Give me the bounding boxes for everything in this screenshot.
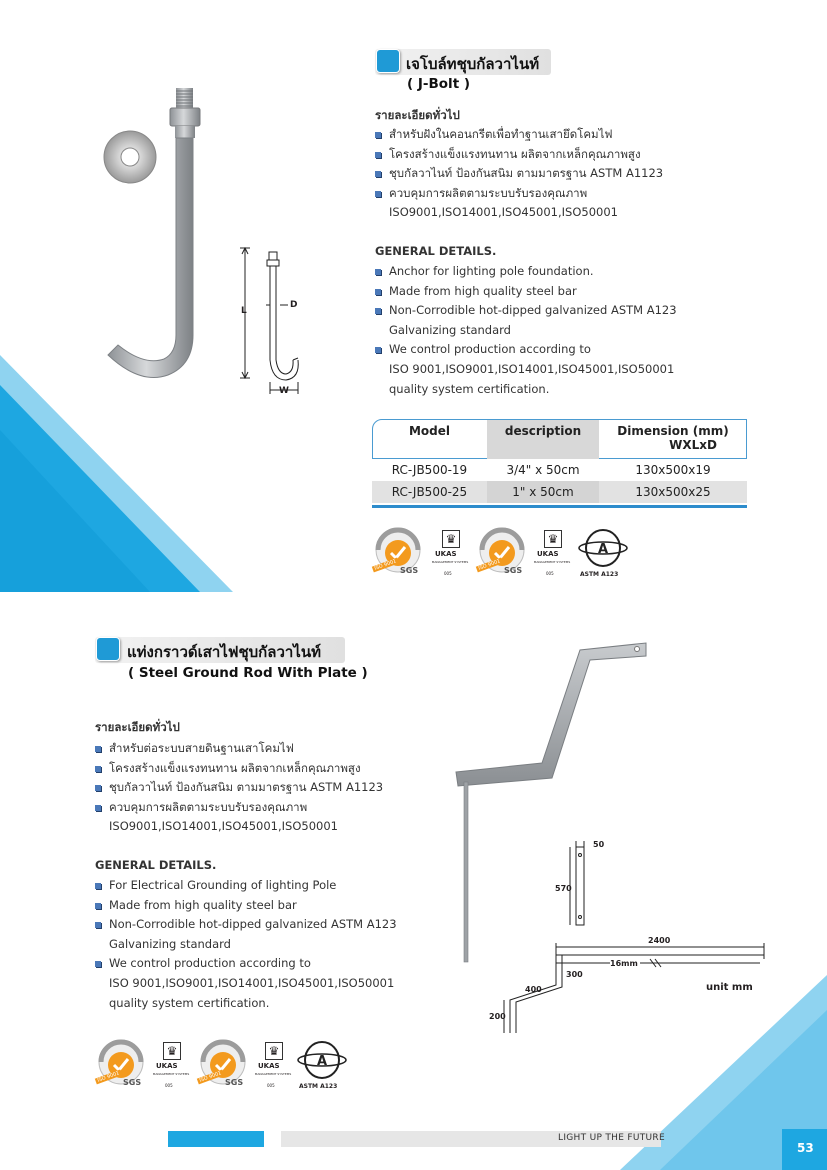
- jbolt-general-thai-heading: รายละเอียดทั่วไป: [375, 108, 460, 122]
- dim-label-570: 570: [555, 884, 572, 893]
- ukas-sub-label: MANAGEMENT SYSTEMS: [152, 1072, 190, 1076]
- sgs-label: SGS: [123, 1078, 142, 1087]
- list-item: ชุบกัลวาไนท์ ป้องกันสนิม ตามมาตรฐาน ASTM A1123: [375, 164, 705, 184]
- dim-label-300: 300: [566, 970, 583, 979]
- crown-icon: ♛: [544, 530, 562, 548]
- table-cell: RC-JB500-19: [391, 463, 468, 477]
- iso-ribbon-label: ISO 9001: [198, 1070, 223, 1084]
- jbolt-english-list: [375, 262, 715, 399]
- crown-icon: ♛: [163, 1042, 181, 1060]
- ukas-sub-label: MANAGEMENT SYSTEMS: [533, 560, 571, 564]
- sgs-iso-badge-icon: [95, 1038, 147, 1090]
- dim-label-50: 50: [593, 840, 605, 849]
- list-item-continuation: Galvanizing standard: [389, 322, 511, 337]
- list-item-text: We control production according to: [109, 956, 311, 971]
- astm-badge-icon: [578, 528, 628, 582]
- table-cell: 3/4" x 50cm: [506, 463, 580, 477]
- astm-label: ASTM A123: [299, 1083, 338, 1090]
- square-bullet-icon: [376, 49, 400, 73]
- iso-ribbon-label: ISO 9001: [96, 1070, 121, 1084]
- list-item: โครงสร้างแข็งแรงทนทาน ผลิตจากเหล็กคุณภาพสูง: [95, 759, 425, 779]
- list-item-text: ควบคุมการผลิตตามระบบรับรองคุณภาพ: [389, 185, 588, 200]
- certification-badges: [95, 1038, 355, 1094]
- sgs-iso-badge-icon: [476, 526, 528, 578]
- ukas-label: UKAS: [156, 1062, 178, 1070]
- list-item: [95, 915, 435, 954]
- list-item-continuation: quality system certification.: [109, 995, 270, 1010]
- jbolt-illustration: [100, 85, 210, 385]
- svg-text:A: A: [597, 542, 609, 557]
- table-cell: RC-JB500-25: [391, 485, 468, 499]
- ukas-code-label: 005: [267, 1083, 275, 1088]
- ukas-label: UKAS: [537, 550, 559, 558]
- jbolt-title-thai: เจโบล์ทชุบกัลวาไนท์: [406, 55, 540, 73]
- svg-text:A: A: [316, 1054, 328, 1069]
- list-item-text: Non-Corrodible hot-dipped galvanized ASTM A123: [389, 303, 677, 318]
- ukas-badge-icon: [430, 528, 470, 582]
- sgs-iso-badge-icon: [197, 1038, 249, 1090]
- ground-rod-english-list: [95, 876, 435, 1013]
- list-item-continuation: ISO9001,ISO14001,ISO45001,ISO50001: [389, 205, 618, 220]
- unit-label: unit mm: [706, 982, 753, 993]
- dim-label-2400: 2400: [648, 936, 671, 945]
- list-item: [375, 301, 715, 340]
- list-item-continuation: quality system certification.: [389, 381, 550, 396]
- ukas-sub-label: MANAGEMENT SYSTEMS: [431, 560, 469, 564]
- ground-rod-general-english-heading: GENERAL DETAILS.: [95, 858, 217, 872]
- table-cell: 1" x 50cm: [487, 481, 599, 503]
- sgs-iso-badge-icon: [372, 526, 424, 578]
- list-item: สำหรับต่อระบบสายดินฐานเสาโคมไฟ: [95, 739, 425, 759]
- list-item-text: Non-Corrodible hot-dipped galvanized ASTM A123: [109, 917, 397, 932]
- spec-table: [372, 420, 747, 503]
- table-header-model: Model: [408, 424, 451, 438]
- ukas-badge-icon: [151, 1040, 191, 1094]
- ground-rod-thai-list: [95, 739, 425, 837]
- dim-label-200: 200: [489, 1012, 506, 1021]
- table-cell: 130x500x19: [635, 463, 711, 477]
- ukas-code-label: 005: [444, 571, 452, 576]
- ukas-label: UKAS: [258, 1062, 280, 1070]
- list-item: Anchor for lighting pole foundation.: [375, 262, 715, 282]
- list-item: [95, 954, 435, 1013]
- iso-ribbon-label: ISO 9001: [477, 558, 502, 572]
- ukas-code-label: 005: [546, 571, 554, 576]
- list-item: สำหรับฝังในคอนกรีตเพื่อทำฐานเสายึดโคมไฟ: [375, 125, 705, 145]
- footer-accent-bar: [168, 1131, 264, 1147]
- astm-label: ASTM A123: [580, 571, 619, 578]
- table-header-dimension-label: Dimension (mm): [617, 424, 729, 438]
- sgs-label: SGS: [504, 566, 523, 575]
- list-item: For Electrical Grounding of lighting Pole: [95, 876, 435, 896]
- list-item: ชุบกัลวาไนท์ ป้องกันสนิม ตามมาตรฐาน ASTM A1123: [95, 778, 425, 798]
- list-item-continuation: ISO 9001,ISO9001,ISO14001,ISO45001,ISO50001: [109, 975, 395, 990]
- certification-badges: [372, 526, 632, 582]
- list-item-continuation: ISO 9001,ISO9001,ISO14001,ISO45001,ISO50001: [389, 361, 675, 376]
- jbolt-dim-d-label: D: [290, 300, 298, 310]
- ukas-badge-icon: [532, 528, 572, 582]
- sgs-label: SGS: [225, 1078, 244, 1087]
- ukas-badge-icon: [253, 1040, 293, 1094]
- jbolt-thai-list: [375, 125, 705, 223]
- jbolt-title-english: ( J-Bolt ): [407, 76, 471, 92]
- ukas-label: UKAS: [435, 550, 457, 558]
- footer-slogan: LIGHT UP THE FUTURE: [558, 1133, 665, 1143]
- table-row: [372, 459, 747, 481]
- ground-rod-general-thai-heading: รายละเอียดทั่วไป: [95, 720, 180, 734]
- ground-rod-title-thai: แท่งกราวด์เสาไฟชุบกัลวาไนท์: [127, 643, 321, 661]
- table-header-dimension: [599, 420, 747, 459]
- astm-badge-icon: [297, 1040, 347, 1094]
- square-bullet-icon: [96, 637, 120, 661]
- list-item: [375, 184, 705, 223]
- ground-rod-title-english: ( Steel Ground Rod With Plate ): [128, 665, 368, 681]
- table-header-dimension-sub: WXLxD: [669, 438, 717, 452]
- jbolt-dim-l-label: L: [241, 306, 247, 316]
- iso-ribbon-label: ISO 9001: [373, 558, 398, 572]
- list-item-continuation: Galvanizing standard: [109, 936, 231, 951]
- ukas-code-label: 005: [165, 1083, 173, 1088]
- list-item-continuation: ISO9001,ISO14001,ISO45001,ISO50001: [109, 819, 338, 834]
- jbolt-dim-w-label: W: [279, 386, 289, 396]
- list-item-text: We control production according to: [389, 342, 591, 357]
- list-item-text: ควบคุมการผลิตตามระบบรับรองคุณภาพ: [109, 799, 308, 814]
- table-header-row: [372, 420, 747, 459]
- list-item: Made from high quality steel bar: [375, 282, 715, 302]
- ground-rod-dimension-diagram: [490, 835, 770, 1035]
- dim-label-16mm: 16mm: [610, 959, 638, 968]
- spec-table-bottom-rule: [372, 505, 747, 508]
- ukas-sub-label: MANAGEMENT SYSTEMS: [254, 1072, 292, 1076]
- table-row: [372, 481, 747, 503]
- list-item: โครงสร้างแข็งแรงทนทาน ผลิตจากเหล็กคุณภาพสูง: [375, 145, 705, 165]
- list-item: Made from high quality steel bar: [95, 896, 435, 916]
- jbolt-general-english-heading: GENERAL DETAILS.: [375, 244, 497, 258]
- table-cell: 130x500x25: [635, 485, 711, 499]
- list-item: [95, 798, 425, 837]
- table-header-description: description: [504, 424, 582, 438]
- dim-label-400: 400: [525, 985, 542, 994]
- page-number: 53: [797, 1141, 814, 1155]
- crown-icon: ♛: [442, 530, 460, 548]
- jbolt-dimension-diagram: [236, 242, 316, 400]
- sgs-label: SGS: [400, 566, 419, 575]
- crown-icon: ♛: [265, 1042, 283, 1060]
- list-item: [375, 340, 715, 399]
